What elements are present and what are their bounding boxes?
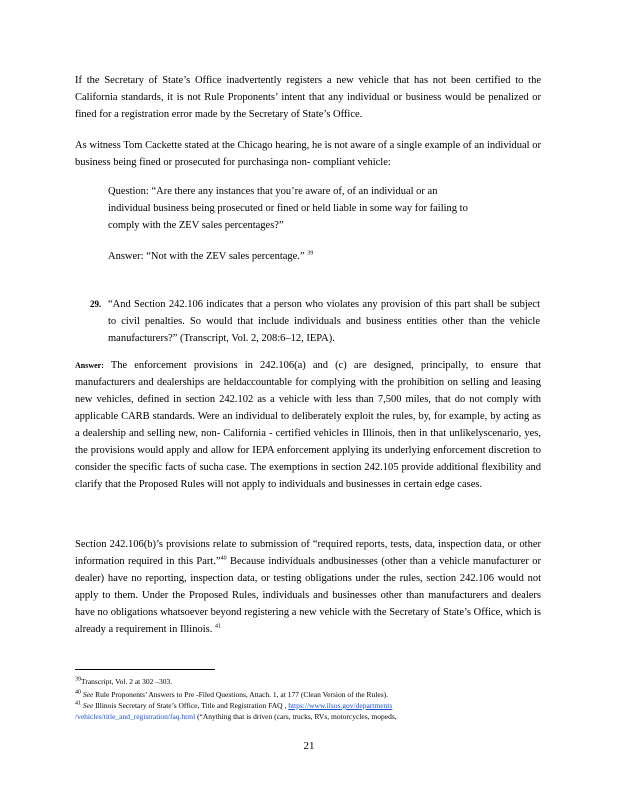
answer-text: The enforcement provisions in 242.106(a) and (c) are designed, principally, to ensure that manufacturers and dealerships are heldaccountable for complying with the prohibition on selling and leasing new vehicles, defined in section 242.102 as a vehicle with less than 7,500 miles, that do not comply with applicable CARB standards. Were an individual to deliberately exploit the rules, by, for example, by acting as a dealership and selling new, non- California - certified vehicles in Illinois, then in that unlikelyscenario, yes, the provisions would apply and allow for IEPA enforcement applying its underlying enforcement discretion to consider the specific facts of sucha case. The exemptions in section 242.105 provide additional flexibility and clarify that the Proposed Rules will not apply to individuals and businesses in certain edge cases. [75,360,541,490]
question-number: 29. [90,299,102,309]
footnote-39-number: 39 [75,676,81,683]
answer-label: Answer: [75,361,104,370]
footnote-41-number: 41 [75,700,81,707]
footnote-41 [75,700,545,722]
footnote-40-see: See [82,690,94,699]
paragraph-answer [75,357,541,493]
footnote-41-tail: (“Anything that is driven (cars, trucks, RVs, motorcycles, mopeds, [197,712,397,721]
quote-answer-text: Answer: “Not with the ZEV sales percentage.” [108,251,305,262]
footnote-40-text: Rule Proponents’ Answers to Pre -Filed Questions, Attach. 1, at 177 (Clean Version of the Rules). [95,690,388,699]
p4-text-end: Because individuals andbusinesses (other than a vehicle manufacturer or dealer) have no reporting, inspection data, or testing obligations under the rules, section 242.106 would not apply to them. Under the Proposed Rules, individuals and businesses other than manufacturers and dealers have no obligations whatsoever beyond registering a new vehicle with the Secretary of State’s Office, which is already a requirement in Illinois. [75,556,541,635]
paragraph-section-242-106b [75,536,541,638]
footnote-41-see: See [82,701,94,710]
footnote-ref-41: 41 [214,623,221,630]
footnote-40 [75,689,545,700]
footnote-41-link[interactable]: https://www.ilsos.gov/departments [288,701,393,710]
footnote-ref-39: 39 [307,250,314,257]
footnote-41-text: Illinois Secretary of State’s Office, Title and Registration FAQ , [95,701,287,710]
p4-text-start: Section 242.106(b)’s provisions relate to submission of “required reports, tests, data, inspection data, or other information required in this Part.” [75,539,541,567]
footnote-39-text: Transcript, Vol. 2 at 302 –303. [81,677,173,686]
footnote-ref-40: 40 [220,555,227,562]
paragraph-witness-statement: As witness Tom Cackette stated at the Chicago hearing, he is not aware of a single example of an individual or business being fined or prosecuted for purchasinga non- compliant vehicle: [75,140,541,168]
page-number: 21 [303,740,315,752]
footnote-40-number: 40 [75,689,81,696]
footnote-divider [75,669,215,670]
quote-question: Question: “Are there any instances that you’re aware of, of an individual or an individual business being prosecuted or fined or held liable in some way for failing to comply with the ZEV sales percentages?” [108,186,468,231]
quote-answer [108,248,468,265]
question-text: “And Section 242.106 indicates that a person who violates any provision of this part shall be subject to civil penalties. So would that include individuals and business entities other than the vehicle manufacturers?” (Transcript, Vol. 2, 208:6–12, IEPA). [108,299,540,344]
footnote-39 [75,676,545,687]
footnote-41-link-continued[interactable]: /vehicles/title_and_registration/faq.html [75,712,196,721]
paragraph-registration-error: If the Secretary of State’s Office inadvertently registers a new vehicle that has not been certified to the California standards, it is not Rule Proponents’ intent that any individual or business would be penalized or fined for a registration error made by the Secretary of State’s Office. [75,75,541,120]
